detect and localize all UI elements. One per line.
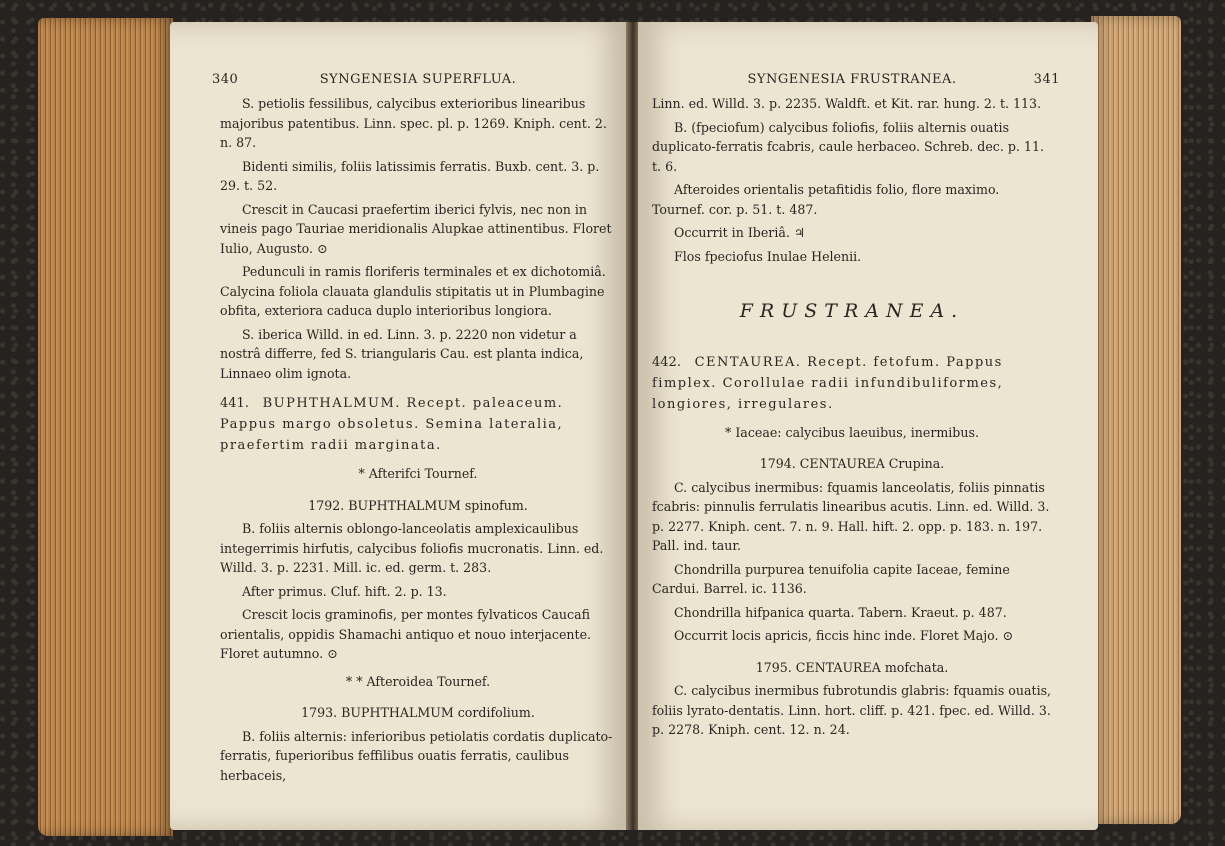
paragraph: C. calycibus inermibus: fquamis lanceolatis, foliis pinnatis fcabris: pinnulis ferrulatis linearibus acutis. Linn. ed. Willd. 3. p. 2277. Kniph. cent. 7. n. 9. Hall. hift. 2. opp. p. 183. n. 197. Pall. ind. taur. bbox=[652, 479, 1050, 553]
paragraph: B. (fpeciofum) calycibus foliofis, foliis alternis ouatis duplicato-ferratis fcabris, caule herbaceo. Schreb. dec. p. 11. t. 6. bbox=[652, 119, 1044, 174]
paragraph: S. petiolis fessilibus, calycibus exterioribus linearibus majoribus patentibus. Linn. spec. pl. p. 1269. Kniph. cent. 2. n. 87. bbox=[220, 96, 607, 150]
paragraph: Crescit locis graminofis, per montes fylvaticos Caucafi orientalis, oppidis Shamachi antiquo et nouo interjacente. Floret autumno. ⊙ bbox=[220, 607, 592, 661]
genus-number: 441. bbox=[220, 396, 249, 411]
paragraph: Flos fpeciofus Inulae Helenii. bbox=[674, 248, 862, 264]
species-heading: 1795. CENTAUREA mofchata. bbox=[755, 659, 949, 675]
paragraph: B. foliis alternis: inferioribus petiolatis cordatis duplicato-ferratis, fuperioribus feffilibus ouatis ferratis, caulibus herbaceis, bbox=[220, 728, 613, 783]
genus-entry bbox=[220, 393, 616, 456]
genus-description: BUPHTHALMUM. Recept. paleaceum. Pappus margo obsoletus. Semina lateralia, praefertim radii marginata. bbox=[220, 396, 564, 453]
right-running-head bbox=[652, 70, 1060, 94]
genus-description: CENTAUREA. Recept. fetofum. Pappus fimplex. Corollulae radii infundibuliformes, longiores, irregulares. bbox=[652, 354, 1004, 412]
paragraph: Bidenti similis, foliis latissimis ferratis. Buxb. cent. 3. p. 29. t. 52. bbox=[220, 158, 600, 193]
paragraph: Afteroides orientalis petafitidis folio, flore maximo. Tournef. cor. p. 51. t. 487. bbox=[652, 182, 1000, 217]
paragraph: After primus. Cluf. hift. 2. p. 13. bbox=[242, 583, 447, 599]
section-heading: * Iaceae: calycibus laeuibus, inermibus. bbox=[725, 424, 979, 440]
running-head-title: SYNGENESIA FRUSTRANEA. bbox=[747, 72, 957, 87]
book-page-edges-left bbox=[38, 18, 173, 836]
book-page-edges-right bbox=[1091, 16, 1181, 824]
paragraph: C. calycibus inermibus fubrotundis glabris: fquamis ouatis, foliis lyrato-dentatis. Linn. hort. cliff. p. 421. fpec. ed. Willd. 3. p. 2278. Kniph. cent. 12. n. 24. bbox=[652, 683, 1052, 737]
genus-entry bbox=[652, 352, 1052, 415]
right-page-content bbox=[652, 70, 1060, 744]
left-page-content bbox=[212, 70, 616, 789]
paragraph: Occurrit locis apricis, ficcis hinc inde. Floret Majo. ⊙ bbox=[674, 628, 1014, 643]
paragraph: Chondrilla hifpanica quarta. Tabern. Kraeut. p. 487. bbox=[674, 604, 1007, 620]
paragraph: Linn. ed. Willd. 3. p. 2235. Waldft. et Kit. rar. hung. 2. t. 113. bbox=[652, 96, 1042, 111]
species-heading: 1792. BUPHTHALMUM spinofum. bbox=[308, 497, 528, 513]
paragraph: Occurrit in Iberiâ. ♃ bbox=[674, 225, 806, 240]
section-big-heading: FRUSTRANEA. bbox=[739, 300, 965, 322]
page-number: 340 bbox=[212, 72, 239, 87]
left-running-head bbox=[212, 70, 616, 94]
section-heading: * Afterifci Tournef. bbox=[358, 466, 478, 481]
page-number: 341 bbox=[1033, 72, 1060, 87]
paragraph: Chondrilla purpurea tenuifolia capite Iaceae, femine Cardui. Barrel. ic. 1136. bbox=[652, 561, 1010, 596]
genus-number: 442. bbox=[652, 354, 681, 370]
section-heading: * * Afteroidea Tournef. bbox=[345, 673, 491, 689]
paragraph: Pedunculi in ramis floriferis terminales et ex dichotomiâ. Calycina foliola clauata glandulis stipitatis ut in Plumbagine obfita, exteriora caduca duplo interioribus longiora. bbox=[220, 264, 606, 318]
paragraph: Crescit in Caucasi praefertim iberici fylvis, nec non in vineis pago Tauriae meridionalis Alupkae attinentibus. Floret Iulio, Augusto. ⊙ bbox=[220, 201, 612, 256]
left-page bbox=[170, 22, 628, 830]
species-heading: 1793. BUPHTHALMUM cordifolium. bbox=[301, 705, 535, 720]
paragraph: B. foliis alternis oblongo-lanceolatis amplexicaulibus integerrimis hirfutis, calycibus foliofis mucronatis. Linn. ed. Willd. 3. p. 2231. Mill. ic. ed. germ. t. 283. bbox=[220, 521, 604, 575]
running-head-title: SYNGENESIA SUPERFLUA. bbox=[319, 72, 517, 87]
paragraph: S. iberica Willd. in ed. Linn. 3. p. 2220 non videtur a nostrâ differre, fed S. triangularis Cau. est planta indica, Linnaeo olim ignota. bbox=[220, 326, 584, 381]
species-heading: 1794. CENTAUREA Crupina. bbox=[759, 456, 945, 471]
right-page bbox=[638, 22, 1098, 830]
